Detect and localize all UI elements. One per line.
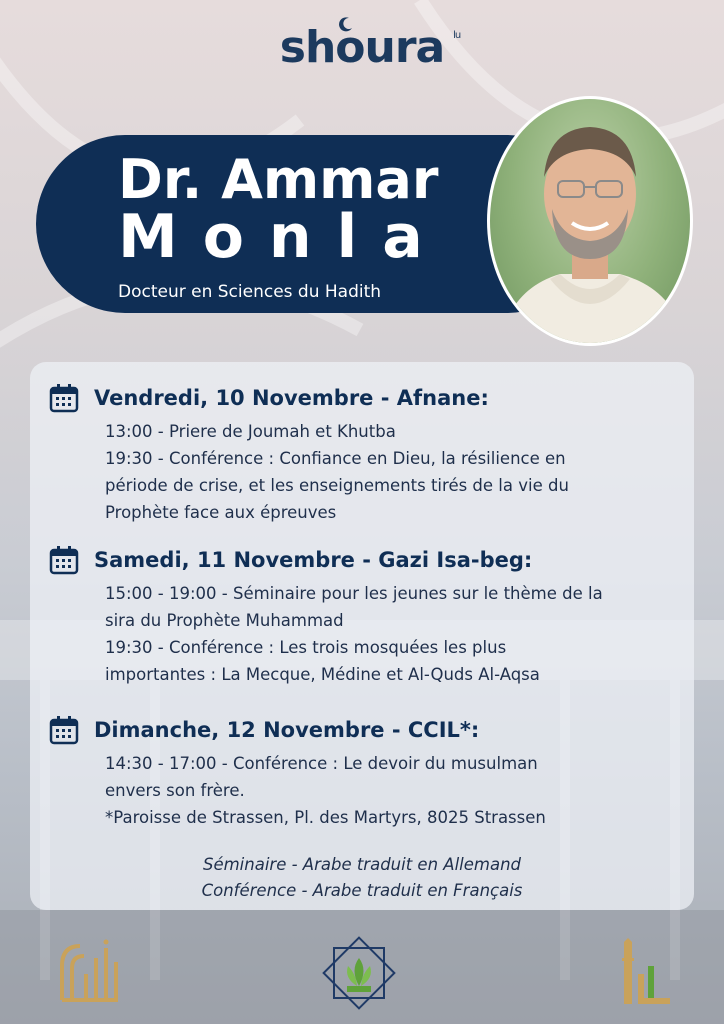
schedule-day-saturday: [48, 544, 688, 688]
brand-name: shoura: [279, 22, 445, 73]
brand-suffix: lu: [453, 30, 461, 41]
day-heading: Vendredi, 10 Novembre - Afnane:: [94, 386, 489, 410]
event-line: 14:30 - 17:00 - Conférence : Le devoir du musulman: [105, 754, 538, 773]
note-line: Conférence - Arabe traduit en Français: [201, 881, 523, 900]
event-line: sira du Prophète Muhammad: [105, 611, 344, 630]
event-line: période de crise, et les enseignements tirés de la vie du: [105, 476, 569, 495]
note-line: Séminaire - Arabe traduit en Allemand: [202, 855, 522, 874]
schedule-day-friday: [48, 382, 688, 526]
event-line: envers son frère.: [105, 781, 245, 800]
speaker-first-name: Dr. Ammar: [118, 148, 439, 211]
calendar-icon: [48, 382, 80, 414]
arabic-calligraphy-logo: [56, 938, 122, 1004]
event-line: Prophète face aux épreuves: [105, 503, 337, 522]
speaker-last-name: Monla: [118, 202, 448, 272]
shoura-logo: [0, 22, 724, 73]
event-line: importantes : La Mecque, Médine et Al-Quds Al-Aqsa: [105, 665, 540, 684]
minaret-logo: [618, 938, 672, 1010]
translation-notes: [30, 852, 694, 904]
event-line: 15:00 - 19:00 - Séminaire pour les jeunes sur le thème de la: [105, 584, 603, 603]
crescent-icon: [338, 16, 354, 32]
speaker-portrait-illustration: [490, 99, 690, 343]
calendar-icon: [48, 544, 80, 576]
geometric-leaf-logo: [320, 934, 398, 1012]
day-heading: Dimanche, 12 Novembre - CCIL*:: [94, 718, 480, 742]
event-line: *Paroisse de Strassen, Pl. des Martyrs, 8025 Strassen: [105, 808, 546, 827]
schedule-day-sunday: [48, 714, 688, 831]
event-line: 19:30 - Conférence : Les trois mosquées les plus: [105, 638, 507, 657]
event-line: 13:00 - Priere de Joumah et Khutba: [105, 422, 396, 441]
day-heading: Samedi, 11 Novembre - Gazi Isa-beg:: [94, 548, 533, 572]
calendar-icon: [48, 714, 80, 746]
speaker-title: Docteur en Sciences du Hadith: [118, 282, 382, 302]
event-line: 19:30 - Conférence : Confiance en Dieu, la résilience en: [105, 449, 566, 468]
speaker-portrait: [487, 96, 693, 346]
